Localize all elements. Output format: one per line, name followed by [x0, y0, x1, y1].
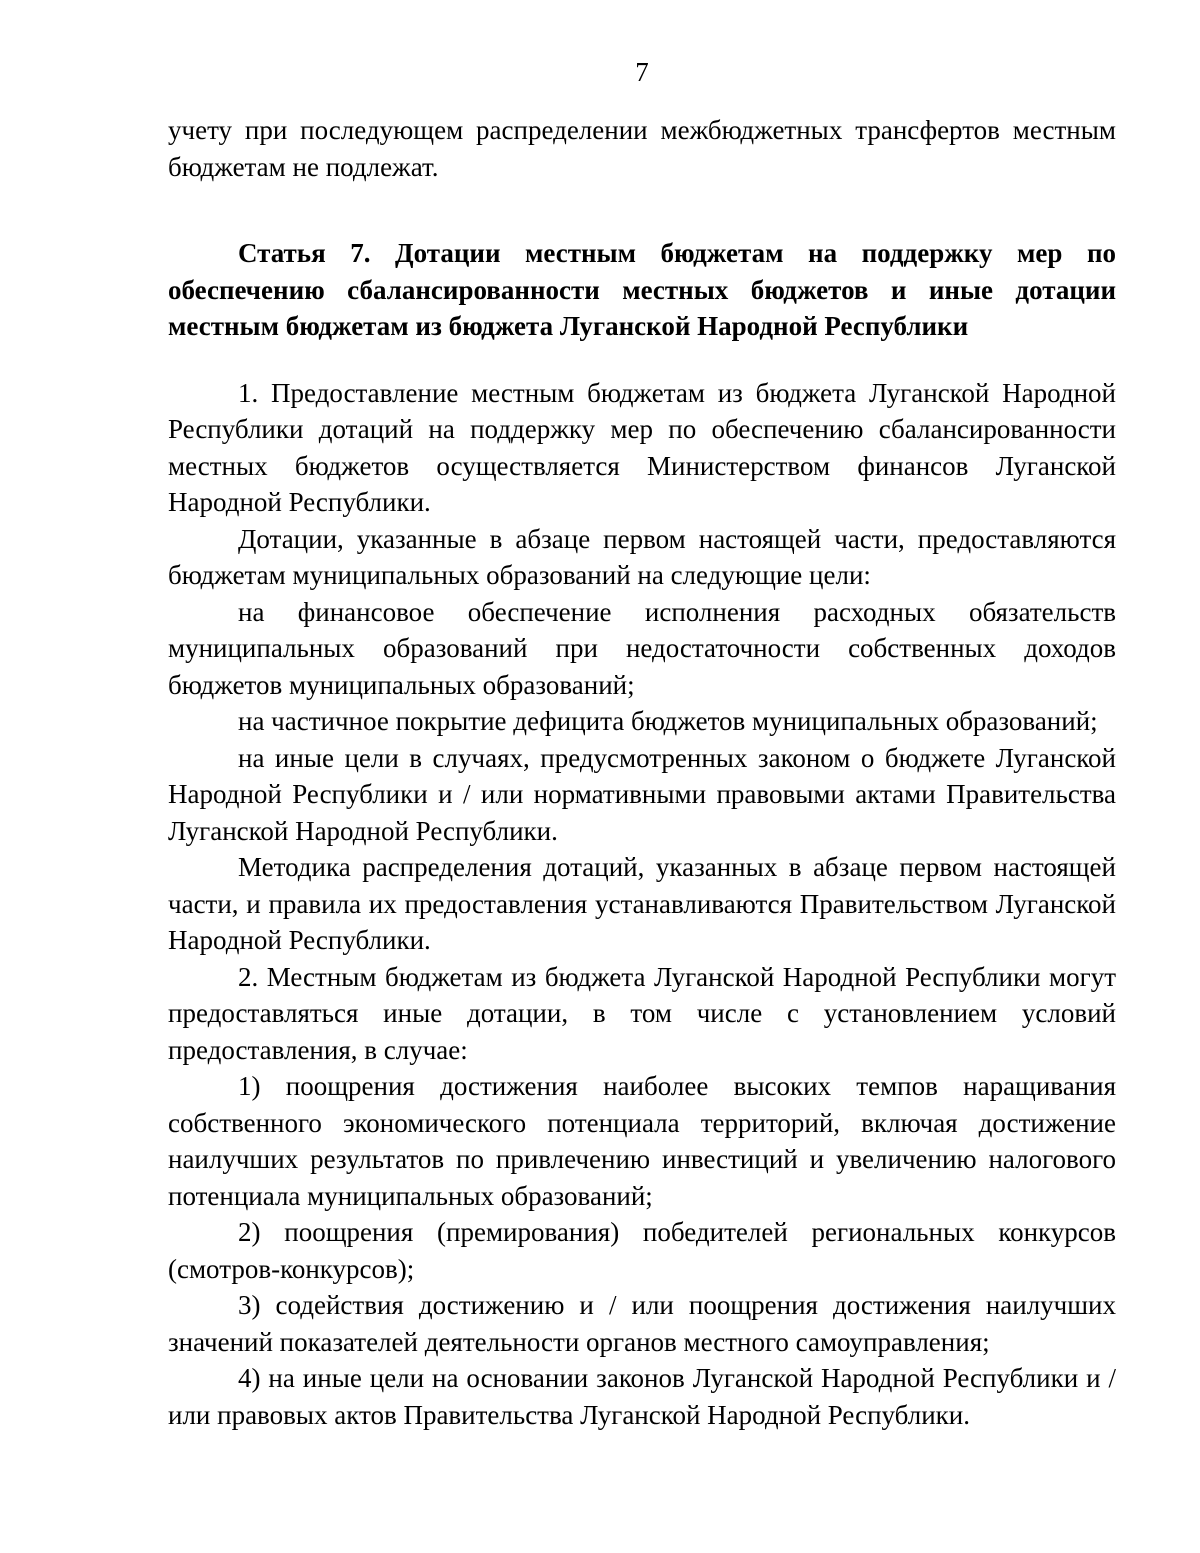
paragraph: Дотации, указанные в абзаце первом настоящей части, предоставляются бюджетам муниципальных образований на следующие цели: [168, 523, 1116, 590]
continued-paragraph: учету при последующем распределении межбюджетных трансфертов местным бюджетам не подлежат. [168, 115, 1116, 182]
paragraph: 2. Местным бюджетам из бюджета Луганской Народной Республики могут предоставляться иные дотации, в том числе с установлением условий предоставления, в случае: [168, 961, 1116, 1065]
document-body [168, 112, 1116, 1433]
paragraph: на иные цели в случаях, предусмотренных законом о бюджете Луганской Народной Республики и / или нормативными правовыми актами Правительства Луганской Народной Республики. [168, 742, 1116, 846]
list-item: 2) поощрения (премирования) победителей региональных конкурсов (смотров-конкурсов); [168, 1217, 1116, 1284]
list-item: 3) содействия достижению и / или поощрения достижения наилучших значений показателей деятельности органов местного самоуправления; [168, 1290, 1116, 1357]
paragraph: на частичное покрытие дефицита бюджетов муниципальных образований; [238, 706, 1098, 736]
paragraph: 1. Предоставление местным бюджетам из бюджета Луганской Народной Республики дотаций на поддержку мер по обеспечению сбалансированности местных бюджетов осуществляется Министерством финансов Луганской Народной Республики. [168, 377, 1116, 517]
paragraph: на финансовое обеспечение исполнения расходных обязательств муниципальных образований при недостаточности собственных доходов бюджетов муниципальных образований; [168, 596, 1116, 700]
page-number: 7 [635, 57, 649, 87]
list-item: 4) на иные цели на основании законов Луганской Народной Республики и / или правовых актов Правительства Луганской Народной Республики. [168, 1363, 1116, 1430]
article-heading: Статья 7. Дотации местным бюджетам на поддержку мер по обеспечению сбалансированности местных бюджетов и иные дотации местным бюджетам из бюджета Луганской Народной Республики [168, 238, 1116, 341]
paragraph: Методика распределения дотаций, указанных в абзаце первом настоящей части, и правила их предоставления устанавливаются Правительством Луганской Народной Республики. [168, 852, 1116, 955]
list-item: 1) поощрения достижения наиболее высоких темпов наращивания собственного экономического потенциала территорий, включая достижение наилучших результатов по привлечению инвестиций и увеличению налогового потенциала муниципальных образований; [168, 1071, 1116, 1211]
